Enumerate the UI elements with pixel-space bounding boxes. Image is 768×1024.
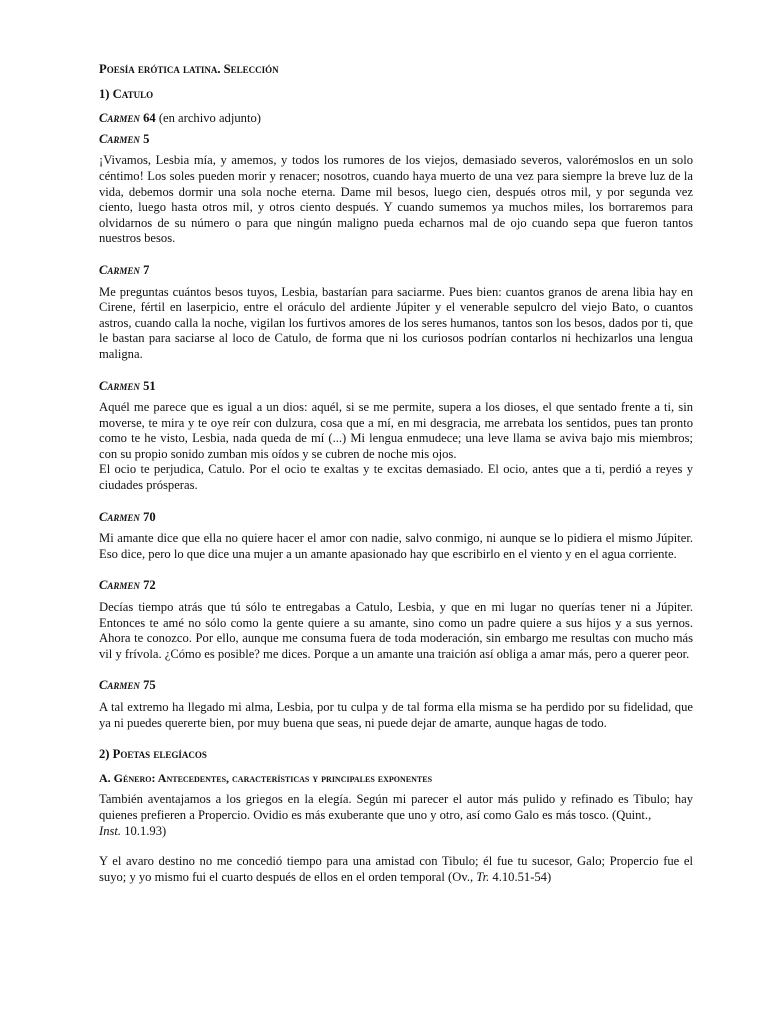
subsection-heading-genero: A. Género: Antecedentes, características y principales exponentes	[99, 770, 433, 785]
carmen-51-text-continued: El ocio te perjudica, Catulo. Por el ocio te exaltas y te excitas demasiado. El ocio, antes que a ti, perdió a reyes y ciudades prósperas.	[99, 462, 693, 493]
quintilian-quote	[99, 792, 693, 839]
carmen-note: (en archivo adjunto)	[158, 111, 261, 126]
carmen-75-heading	[99, 678, 693, 694]
carmen-label: Carmen	[99, 509, 140, 524]
carmen-number: 7	[143, 262, 150, 277]
carmen-label: Carmen	[99, 262, 140, 277]
quote-ref-work: Inst.	[99, 823, 122, 838]
quote-text: También aventajamos a los griegos en la elegía. Según mi parecer el autor más pulido y refinado es Tibulo; hay quienes prefieren a Propercio. Ovidio es más exuberante que uno y otro, así como Galo es más tosco. (Quint.,	[99, 792, 693, 822]
section-heading-catulo: 1) Catulo	[99, 86, 154, 101]
carmen-72-heading	[99, 578, 693, 594]
carmen-label: Carmen	[99, 378, 140, 393]
carmen-number: 64	[143, 111, 156, 126]
carmen-72-text: Decías tiempo atrás que tú sólo te entregabas a Catulo, Lesbia, y que en mi lugar no querías tener ni a Júpiter. Entonces te amé no sólo como la gente quiere a su amante, sino como un padre quiere a sus hijos y a sus yernos. Ahora te conozco. Por ello, aunque me consuma fuera de toda moderación, sin embargo me resultas con mucho más vil y frívola. ¿Cómo es posible? me dices. Porque a un amante una traición así obliga a amar más, pero a querer peor.	[99, 600, 693, 661]
quote-ref-work: Tr.	[476, 869, 490, 884]
document-title: Poesía erótica latina. Selección	[99, 62, 279, 76]
carmen-label: Carmen	[99, 578, 140, 593]
carmen-5-heading	[99, 132, 693, 148]
carmen-label: Carmen	[99, 131, 140, 146]
carmen-label: Carmen	[99, 111, 140, 126]
carmen-5-text: ¡Vivamos, Lesbia mía, y amemos, y todos los rumores de los viejos, demasiado severos, valorémoslos en un solo céntimo! Los soles pueden morir y renacer; nosotros, cuando haya muerto de una vez para siempre la breve luz de la vida, debemos dormir una sola noche eterna. Dame mil besos, luego cien, después otros mil, y por segunda vez ciento, luego hasta otros mil, y otros ciento después. Y cuando sumemos ya muchos miles, los borraremos para olvidarnos de su número o para que ningún maligno pueda echarnos mal de ojo cuando sepa que fueron tantos nuestros besos.	[99, 153, 693, 246]
carmen-75-text: A tal extremo ha llegado mi alma, Lesbia, por tu culpa y de tal forma ella misma se ha perdido por su fidelidad, que ya ni puedes quererte bien, por muy buena que seas, ni puede dejar de amarte, aunque hagas de todo.	[99, 700, 693, 730]
carmen-label: Carmen	[99, 678, 140, 693]
carmen-7-text: Me preguntas cuántos besos tuyos, Lesbia, bastarían para saciarme. Pues bien: cuantos granos de arena libia hay en Cirene, fértil en laserpicio, entre el oráculo del ardiente Júpiter y el venerable sepulcro del viejo Bato, o cuantos astros, cuando calla la noche, vigilan los furtivos amores de los seres humanos, tantos son los besos, dados por ti, que le bastan para saciarse al loco de Catulo, de forma que ni los curiosos podrían contarlos ni hechizarlos una lengua maligna.	[99, 284, 693, 361]
section-heading-poetas-elegiacos: 2) Poetas elegíacos	[99, 747, 207, 762]
quote-ref-location: 4.10.51-54)	[492, 869, 552, 884]
quote-text: Y el avaro destino no me concedió tiempo para una amistad con Tibulo; él fue tu sucesor, Galo; Propercio fue el suyo; y yo mismo fui el cuarto después de ellos en el orden temporal (Ov.,	[99, 854, 693, 884]
carmen-number: 75	[143, 678, 156, 693]
carmen-51-heading	[99, 379, 693, 395]
carmen-70-heading	[99, 510, 693, 526]
carmen-70-text: Mi amante dice que ella no quiere hacer el amor con nadie, salvo conmigo, ni aunque se lo pidiera el mismo Júpiter. Eso dice, pero lo que dice una mujer a un amante apasionado hay que escribirlo en el viento y en el agua corriente.	[99, 531, 693, 561]
ovid-quote	[99, 854, 693, 885]
carmen-64-heading	[99, 111, 693, 127]
carmen-number: 5	[143, 131, 150, 146]
carmen-number: 70	[143, 509, 156, 524]
document-page	[99, 62, 693, 885]
carmen-number: 72	[143, 578, 156, 593]
carmen-number: 51	[143, 378, 156, 393]
carmen-7-heading	[99, 263, 693, 279]
quote-ref-location: 10.1.93)	[124, 823, 167, 838]
carmen-51-text: Aquél me parece que es igual a un dios: aquél, si se me permite, supera a los dioses, el que sentado frente a ti, sin moverse, te mira y te oye reír con dulzura, cosa que a mí, en mi desgracia, me arrebata los sentidos, pues tan pronto como te he visto, Lesbia, nada queda de mí (...) Mi lengua enmudece; una leve llama se aviva bajo mis miembros; con su propio sonido zumban mis oídos y se cubren de noche mis ojos.	[99, 400, 693, 461]
